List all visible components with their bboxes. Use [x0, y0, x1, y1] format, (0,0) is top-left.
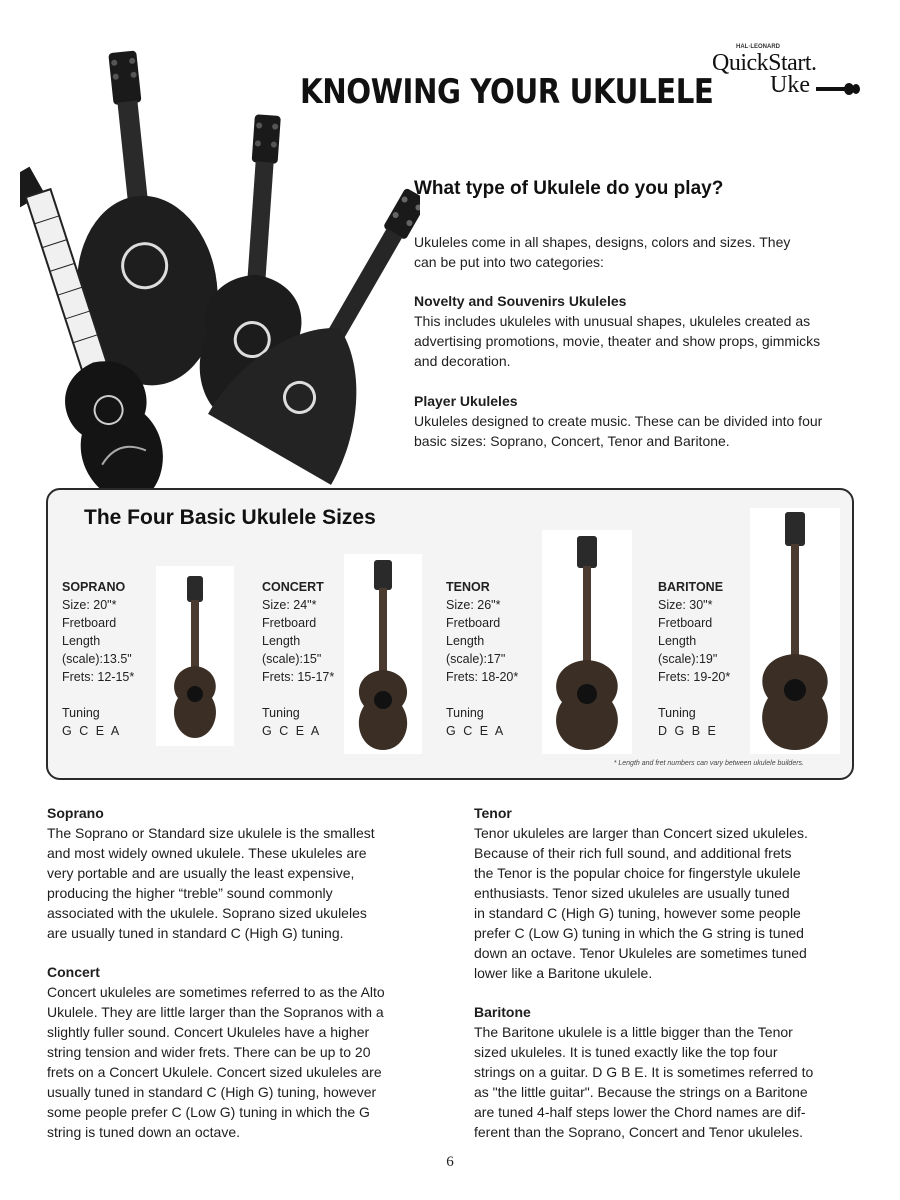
fretboard-label: Fretboard — [262, 616, 317, 630]
baritone-section — [474, 1002, 844, 1142]
soprano-line: and most widely owned ukulele. These ukuleles are — [47, 845, 367, 861]
page-number: 6 — [446, 1154, 454, 1170]
intro-heading: What type of Ukulele do you play? — [414, 178, 724, 199]
player-text: Ukuleles designed to create music. These can be divided into four basic sizes: Soprano, Concert, Tenor and Baritone. — [414, 413, 823, 449]
baritone-line: are tuned 4-half steps lower the Chord names are dif- — [474, 1104, 806, 1120]
tuning-label: Tuning — [658, 706, 696, 720]
sizes-panel — [46, 488, 854, 780]
scale-value: (scale):17" — [446, 652, 506, 666]
player-heading: Player Ukuleles — [414, 393, 518, 409]
baritone-line: The Baritone ukulele is a little bigger than the Tenor — [474, 1024, 793, 1040]
sizes-footnote: * Length and fret numbers can vary between ukulele builders. — [613, 760, 804, 767]
tenor-line: enthusiasts. Tenor sized ukuleles are usually tuned — [474, 885, 790, 901]
tenor-line: the Tenor is the popular choice for fingerstyle ukulele — [474, 865, 801, 881]
size-name: TENOR — [446, 580, 490, 594]
size-baritone — [658, 578, 730, 740]
tenor-line: Because of their rich full sound, and additional frets — [474, 845, 792, 861]
page-title: KNOWING YOUR UKULELE — [300, 72, 714, 112]
size-value: Size: 26"* — [446, 598, 501, 612]
concert-ukulele-icon — [344, 554, 422, 754]
tenor-line: prefer C (Low G) tuning in which the G string is tuned — [474, 925, 804, 941]
tuning-label: Tuning — [62, 706, 100, 720]
concert-photo — [344, 554, 422, 754]
soprano-ukulele-icon — [156, 566, 234, 746]
frets-value: Frets: 18-20* — [446, 670, 519, 684]
size-value: Size: 30"* — [658, 598, 713, 612]
length-label: Length — [262, 634, 301, 648]
tenor-line: in standard C (High G) tuning, however some people — [474, 905, 801, 921]
novelty-heading: Novelty and Souvenirs Ukuleles — [414, 293, 627, 309]
concert-line: usually tuned in standard C (High G) tuning, however — [47, 1084, 377, 1100]
baritone-line: strings on a guitar. D G B E. It is sometimes referred to — [474, 1064, 814, 1080]
concert-section — [47, 962, 417, 1142]
size-name: CONCERT — [262, 580, 324, 594]
length-label: Length — [446, 634, 485, 648]
soprano-line: are usually tuned in standard C (High G) tuning. — [47, 925, 344, 941]
tuning-notes: G C E A — [262, 724, 322, 738]
frets-value: Frets: 19-20* — [658, 670, 731, 684]
concert-heading: Concert — [47, 964, 100, 980]
tuning-notes: G C E A — [62, 724, 122, 738]
tuning-label: Tuning — [446, 706, 484, 720]
size-value: Size: 24"* — [262, 598, 317, 612]
player-block — [414, 391, 854, 451]
tuning-notes: G C E A — [446, 724, 506, 738]
soprano-line: producing the higher “treble” sound commonly — [47, 885, 333, 901]
frets-value: Frets: 12-15* — [62, 670, 135, 684]
logo-publisher-text: HAL·LEONARD — [736, 44, 780, 50]
intro-paragraph: Ukuleles come in all shapes, designs, colors and sizes. They can be put into two categories: — [414, 234, 791, 270]
concert-line: string is tuned down an octave. — [47, 1124, 241, 1140]
tenor-ukulele-icon — [542, 530, 632, 754]
tenor-section — [474, 803, 844, 983]
size-soprano — [62, 578, 134, 740]
tenor-line: lower like a Baritone ukulele. — [474, 965, 653, 981]
size-tenor — [446, 578, 518, 740]
baritone-photo — [750, 508, 840, 754]
tenor-line: down an octave. Tenor Ukuleles are sometimes tuned — [474, 945, 807, 961]
concert-line: some people prefer C (Low G) tuning in which the G — [47, 1104, 370, 1120]
tenor-line: Tenor ukuleles are larger than Concert sized ukuleles. — [474, 825, 808, 841]
novelty-text: This includes ukuleles with unusual shapes, ukuleles created as advertising promotions, movie, theater and show props, gimmicks and decoration. — [414, 313, 821, 369]
tuning-label: Tuning — [262, 706, 300, 720]
length-label: Length — [658, 634, 697, 648]
size-name: BARITONE — [658, 580, 724, 594]
soprano-line: associated with the ukulele. Soprano sized ukuleles — [47, 905, 367, 921]
ukulele-illustration — [20, 40, 420, 490]
tenor-photo — [542, 530, 632, 754]
scale-value: (scale):15" — [262, 652, 322, 666]
frets-value: Frets: 15-17* — [262, 670, 335, 684]
concert-line: Ukulele. They are little larger than the Sopranos with a — [47, 1004, 384, 1020]
brand-logo — [712, 44, 862, 104]
logo-line-1: QuickStart. — [712, 50, 817, 76]
novelty-block — [414, 291, 854, 371]
size-value: Size: 20"* — [62, 598, 117, 612]
concert-line: frets on a Concert Ukulele. Concert sized ukuleles are — [47, 1064, 382, 1080]
baritone-heading: Baritone — [474, 1004, 531, 1020]
soprano-heading: Soprano — [47, 805, 104, 821]
concert-line: slightly fuller sound. Concert Ukuleles have a higher — [47, 1024, 370, 1040]
fretboard-label: Fretboard — [658, 616, 713, 630]
soprano-line: The Soprano or Standard size ukulele is the smallest — [47, 825, 375, 841]
size-name: SOPRANO — [62, 580, 126, 594]
scale-value: (scale):13.5" — [62, 652, 132, 666]
scale-value: (scale):19" — [658, 652, 718, 666]
logo-line-2: Uke — [770, 72, 810, 98]
baritone-line: sized ukuleles. It is tuned exactly like the top four — [474, 1044, 778, 1060]
concert-line: Concert ukuleles are sometimes referred to as the Alto — [47, 984, 385, 1000]
length-label: Length — [62, 634, 101, 648]
tenor-heading: Tenor — [474, 805, 512, 821]
baritone-line: ferent than the Soprano, Concert and Tenor ukuleles. — [474, 1124, 803, 1140]
fretboard-label: Fretboard — [62, 616, 117, 630]
size-concert — [262, 578, 334, 740]
logo-ukulele-icon — [816, 82, 860, 96]
baritone-line: as "the little guitar". Because the strings on a Baritone — [474, 1084, 808, 1100]
soprano-photo — [156, 566, 234, 746]
baritone-ukulele-icon — [750, 508, 840, 754]
soprano-section — [47, 803, 417, 943]
concert-line: string tension and wider frets. There can be up to 20 — [47, 1044, 371, 1060]
sizes-panel-title: The Four Basic Ukulele Sizes — [84, 506, 376, 529]
soprano-line: very portable and are usually the least expensive, — [47, 865, 355, 881]
fretboard-label: Fretboard — [446, 616, 501, 630]
tuning-notes: D G B E — [658, 724, 718, 738]
